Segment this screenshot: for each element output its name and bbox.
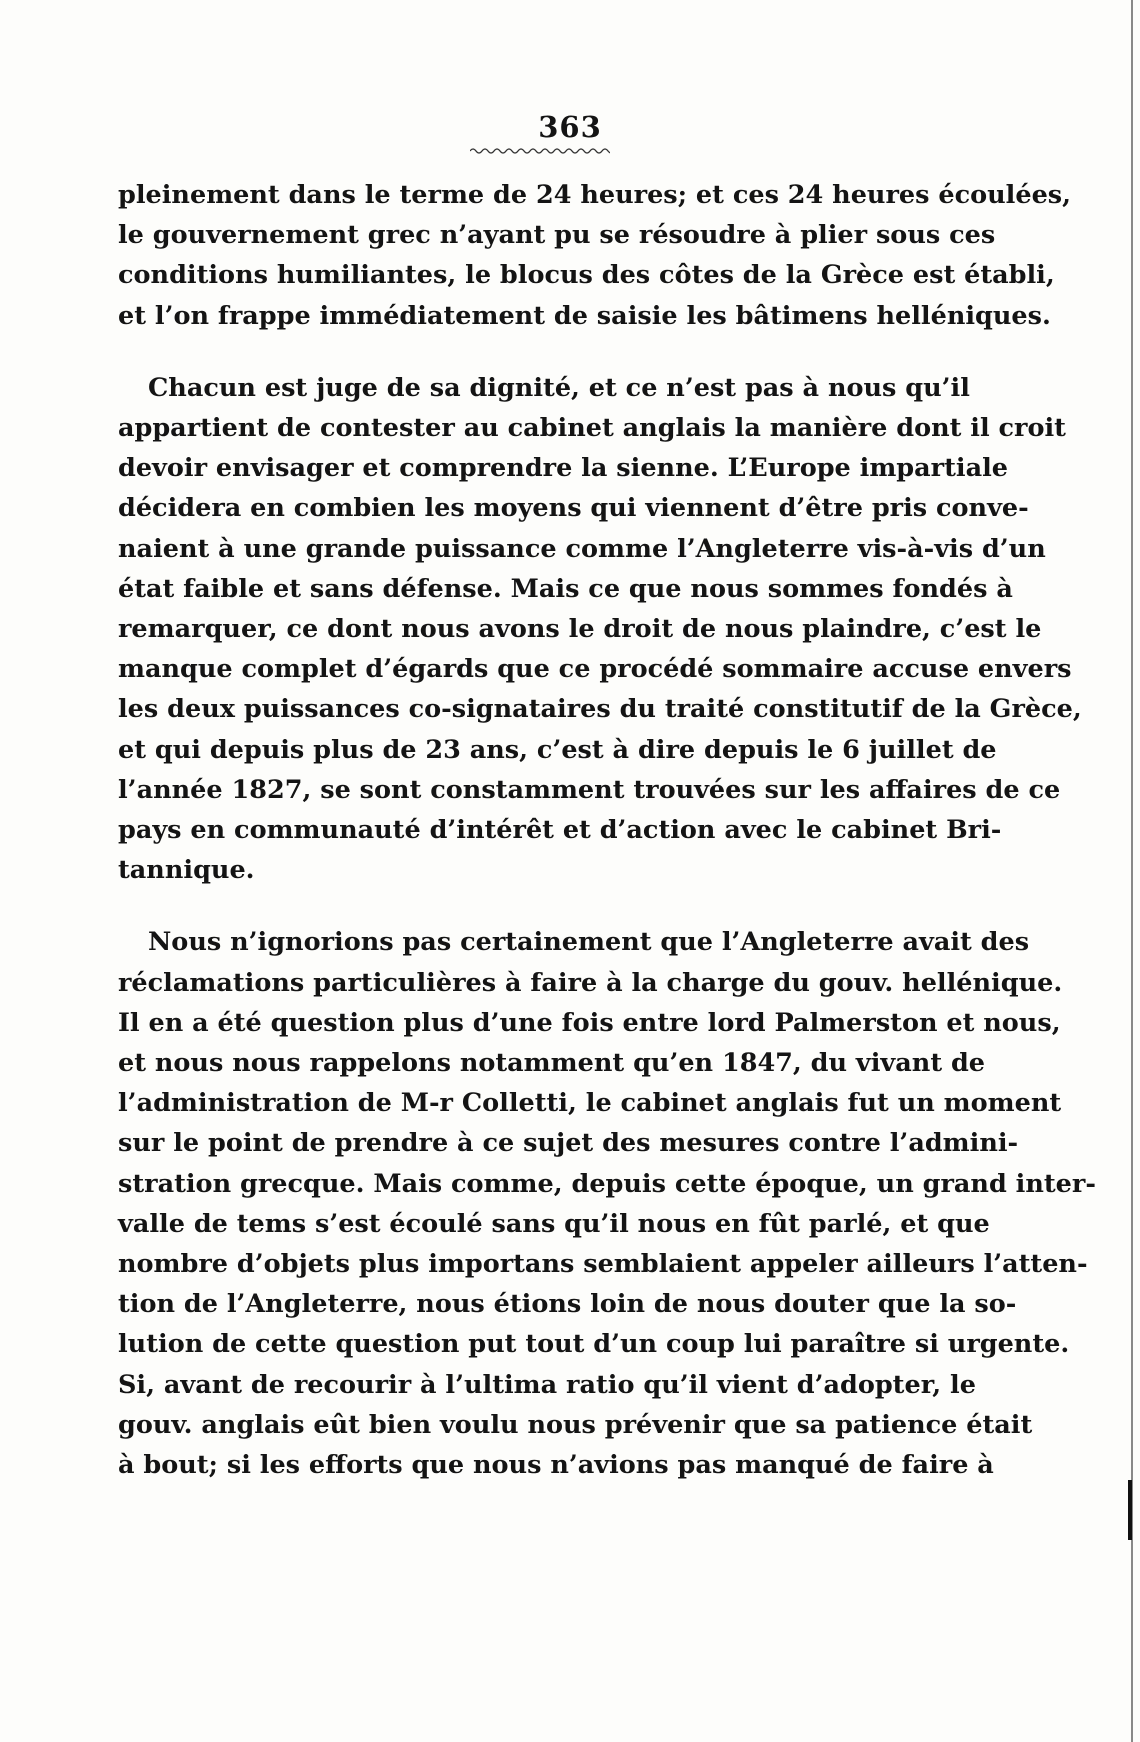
text-line: lution de cette question put tout d’un coup lui paraître si urgente. — [118, 1329, 1070, 1360]
text-line: le gouvernement grec n’ayant pu se résoudre à plier sous ces — [118, 220, 996, 251]
text-line: pleinement dans le terme de 24 heures; et ces 24 heures écoulées, — [118, 180, 1072, 210]
text-line: Il en a été question plus d’une fois entre lord Palmerston et nous, — [118, 1007, 1061, 1038]
paragraph — [118, 368, 1082, 891]
page-number: 363 — [538, 110, 602, 144]
body-text — [118, 175, 1096, 1485]
text-line: Si, avant de recourir à l’ultima ratio qu’il vient d’adopter, le — [118, 1369, 976, 1400]
text-line: sur le point de prendre à ce sujet des mesures contre l’admini- — [118, 1128, 1019, 1159]
text-line: état faible et sans défense. Mais ce que nous sommes fondés à — [118, 573, 1013, 604]
text-line: valle de tems s’est écoulé sans qu’il nous en fût parlé, et que — [118, 1208, 990, 1239]
text-line: tion de l’Angleterre, nous étions loin de nous douter que la so- — [118, 1289, 1017, 1320]
text-line: tannique. — [118, 855, 255, 886]
text-line: appartient de contester au cabinet anglais la manière dont il croit — [118, 413, 1066, 444]
text-line: à bout; si les efforts que nous n’avions pas manqué de faire à — [118, 1450, 994, 1481]
text-line: conditions humiliantes, le blocus des côtes de la Grèce est établi, — [118, 260, 1055, 291]
text-line: Chacun est juge de sa dignité, et ce n’est pas à nous qu’il — [148, 372, 970, 403]
text-line: et nous nous rappelons notamment qu’en 1847, du vivant de — [118, 1048, 986, 1079]
text-line: devoir envisager et comprendre la sienne. L’Europe impartiale — [118, 453, 1008, 484]
wavy-rule-ornament — [470, 146, 610, 156]
text-line: et l’on frappe immédiatement de saisie les bâtimens helléniques. — [118, 300, 1051, 331]
text-line: naient à une grande puissance comme l’Angleterre vis-à-vis d’un — [118, 533, 1046, 564]
text-line: l’année 1827, se sont constamment trouvées sur les affaires de ce — [118, 774, 1061, 805]
text-line: remarquer, ce dont nous avons le droit de nous plaindre, c’est le — [118, 614, 1042, 645]
binding-edge-mark — [1128, 1480, 1132, 1540]
text-line: stration grecque. Mais comme, depuis cette époque, un grand inter- — [118, 1168, 1096, 1199]
text-line: l’administration de M-r Colletti, le cabinet anglais fut un moment — [118, 1088, 1062, 1119]
paragraph — [118, 922, 1096, 1485]
text-line: et qui depuis plus de 23 ans, c’est à dire depuis le 6 juillet de — [118, 734, 997, 765]
text-line: décidera en combien les moyens qui viennent d’être pris conve- — [118, 493, 1029, 524]
text-line: les deux puissances co-signataires du traité constitutif de la Grèce, — [118, 694, 1082, 725]
text-line: réclamations particulières à faire à la charge du gouv. hellénique. — [118, 967, 1063, 998]
text-line: Nous n’ignorions pas certainement que l’Angleterre avait des — [148, 927, 1030, 958]
text-line: nombre d’objets plus importans semblaient appeler ailleurs l’atten- — [118, 1249, 1088, 1280]
paragraph — [118, 175, 1072, 336]
text-line: pays en communauté d’intérêt et d’action avec le cabinet Bri- — [118, 815, 1002, 846]
text-line: gouv. anglais eût bien voulu nous prévenir que sa patience était — [118, 1409, 1033, 1440]
text-line: manque complet d’égards que ce procédé sommaire accuse envers — [118, 654, 1072, 685]
